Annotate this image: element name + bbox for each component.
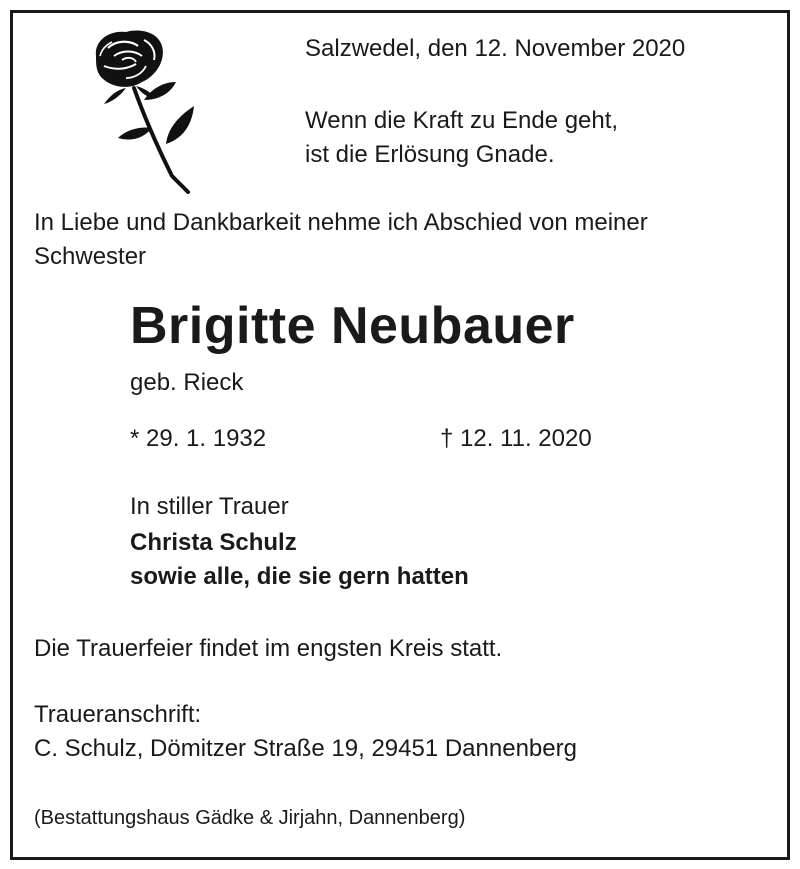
intro-line-2: Schwester [34, 243, 147, 270]
quote-line-2: ist die Erlösung Gnade. [305, 141, 555, 168]
death-date: † 12. 11. 2020 [440, 425, 592, 452]
address-value: C. Schulz, Dömitzer Straße 19, 29451 Dannenberg [34, 735, 577, 762]
funeral-home: (Bestattungshaus Gädke & Jirjahn, Dannenberg) [34, 807, 466, 829]
quote-line-1: Wenn die Kraft zu Ende geht, [305, 107, 619, 134]
place-date: Salzwedel, den 12. November 2020 [305, 35, 686, 62]
deceased-name: Brigitte Neubauer [130, 297, 575, 355]
rose-icon [86, 26, 198, 196]
birth-date: * 29. 1. 1932 [130, 425, 267, 452]
maiden-name: geb. Rieck [130, 369, 244, 396]
mourners-heading: In stiller Trauer [130, 493, 289, 520]
address-label: Traueranschrift: [34, 701, 202, 728]
intro-line-1: In Liebe und Dankbarkeit nehme ich Abschied von meiner [34, 209, 648, 236]
mourner-name: Christa Schulz [130, 529, 297, 556]
ceremony-note: Die Trauerfeier findet im engsten Kreis statt. [34, 635, 503, 662]
mourners-others: sowie alle, die sie gern hatten [130, 563, 469, 590]
